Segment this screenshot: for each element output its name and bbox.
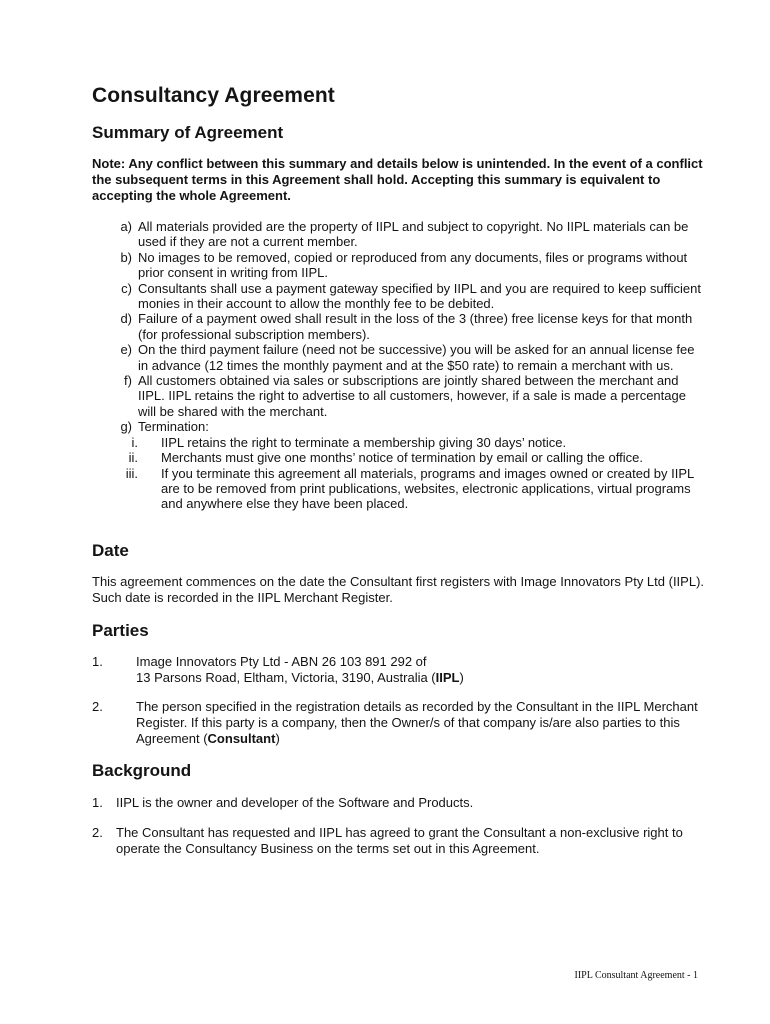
list-item: [92, 419, 704, 434]
party-name-line: Image Innovators Pty Ltd - ABN 26 103 891 292 of: [136, 654, 427, 669]
background-item: [92, 825, 704, 857]
list-item-text: Termination:: [138, 419, 209, 435]
party-item: [92, 699, 704, 747]
page-footer: IIPL Consultant Agreement - 1: [574, 970, 698, 981]
termination-item: [92, 450, 704, 465]
party-number: 1.: [92, 654, 103, 669]
background-item: [92, 795, 704, 811]
background-number: 1.: [92, 795, 103, 810]
party-text: The person specified in the registration details as recorded by the Consultant in the IIPL Merchant Register. If this party is a company, then the Owner/s of that company is/are also parties to this Agreement (Consultant): [136, 699, 698, 746]
list-item: [92, 311, 704, 342]
background-text: The Consultant has requested and IIPL has agreed to grant the Consultant a non-exclusive right to operate the Consultancy Business on the terms set out in this Agreement.: [116, 825, 683, 856]
date-text: This agreement commences on the date the Consultant first registers with Image Innovators Pty Ltd (IIPL). Such date is recorded in the IIPL Merchant Register.: [92, 574, 705, 605]
list-marker: b): [120, 249, 132, 265]
background-heading: Background: [92, 761, 192, 780]
background-number: 2.: [92, 825, 103, 840]
list-marker: a): [120, 219, 132, 234]
party-defined-term: IIPL: [435, 670, 460, 685]
summary-list: [92, 219, 704, 512]
list-item-text: On the third payment failure (need not be successive) you will be asked for an annual license fee in advance (12 times the monthly payment and at the $50 rate) to remain a merchant with us.: [138, 342, 695, 373]
party-item: [92, 654, 704, 686]
list-item-text: All materials provided are the property of IIPL and subject to copyright. No IIPL materials can be used if they are not a current member.: [138, 219, 689, 250]
list-item-text: All customers obtained via sales or subscriptions are jointly shared between the merchant and IIPL. IIPL retains the right to advertise to all customers, however, if a sale is made a percentage will be shared with the merchant.: [138, 373, 686, 419]
list-item: [92, 281, 704, 312]
list-marker: f): [124, 373, 132, 389]
summary-note: Note: Any conflict between this summary and details below is unintended. In the event of a conflict the subsequent terms in this Agreement shall hold. Accepting this summary is equivalent to accepting the whole Agreement.: [92, 156, 703, 203]
party-defined-term: Consultant: [207, 731, 276, 746]
termination-item: [92, 466, 704, 512]
termination-item-text: IIPL retains the right to terminate a membership giving 30 days’ notice.: [161, 434, 567, 450]
list-marker: e): [120, 342, 132, 358]
list-marker: c): [121, 280, 132, 296]
termination-item-text: If you terminate this agreement all materials, programs and images owned or created by IIPL are to be removed from print publications, websites, electronic applications, virtual programs and anywhere else they have been placed.: [161, 465, 694, 512]
termination-item-text: Merchants must give one months’ notice of termination by email or calling the office.: [161, 450, 643, 466]
list-item-text: Consultants shall use a payment gateway specified by IIPL and you are required to keep sufficient monies in their account to allow the monthly fee to be debited.: [138, 280, 701, 312]
list-item: [92, 250, 704, 281]
party-text: Image Innovators Pty Ltd - ABN 26 103 891 292 of 13 Parsons Road, Eltham, Victoria, 3190, Australia (IIPL): [136, 654, 464, 685]
parties-heading: Parties: [92, 621, 149, 640]
party-number: 2.: [92, 699, 103, 714]
list-marker: d): [120, 311, 132, 327]
document-title: Consultancy Agreement: [92, 84, 335, 107]
termination-item: [92, 435, 704, 450]
list-item: [92, 342, 704, 373]
list-item-text: Failure of a payment owed shall result in the loss of the 3 (three) free license keys for that month (for professional subscription members).: [138, 311, 693, 342]
list-item-text: No images to be removed, copied or reproduced from any documents, files or programs without prior consent in writing from IIPL.: [138, 249, 688, 281]
party-address-line: 13 Parsons Road, Eltham, Victoria, 3190, Australia (: [136, 670, 436, 685]
background-text: IIPL is the owner and developer of the Software and Products.: [116, 795, 474, 810]
list-item: [92, 373, 704, 419]
list-item: [92, 219, 704, 250]
list-marker: g): [120, 419, 132, 435]
roman-marker: iii.: [125, 465, 138, 481]
roman-marker: i.: [131, 434, 138, 450]
roman-marker: ii.: [128, 450, 138, 466]
summary-heading: Summary of Agreement: [92, 123, 284, 142]
date-heading: Date: [92, 541, 129, 560]
